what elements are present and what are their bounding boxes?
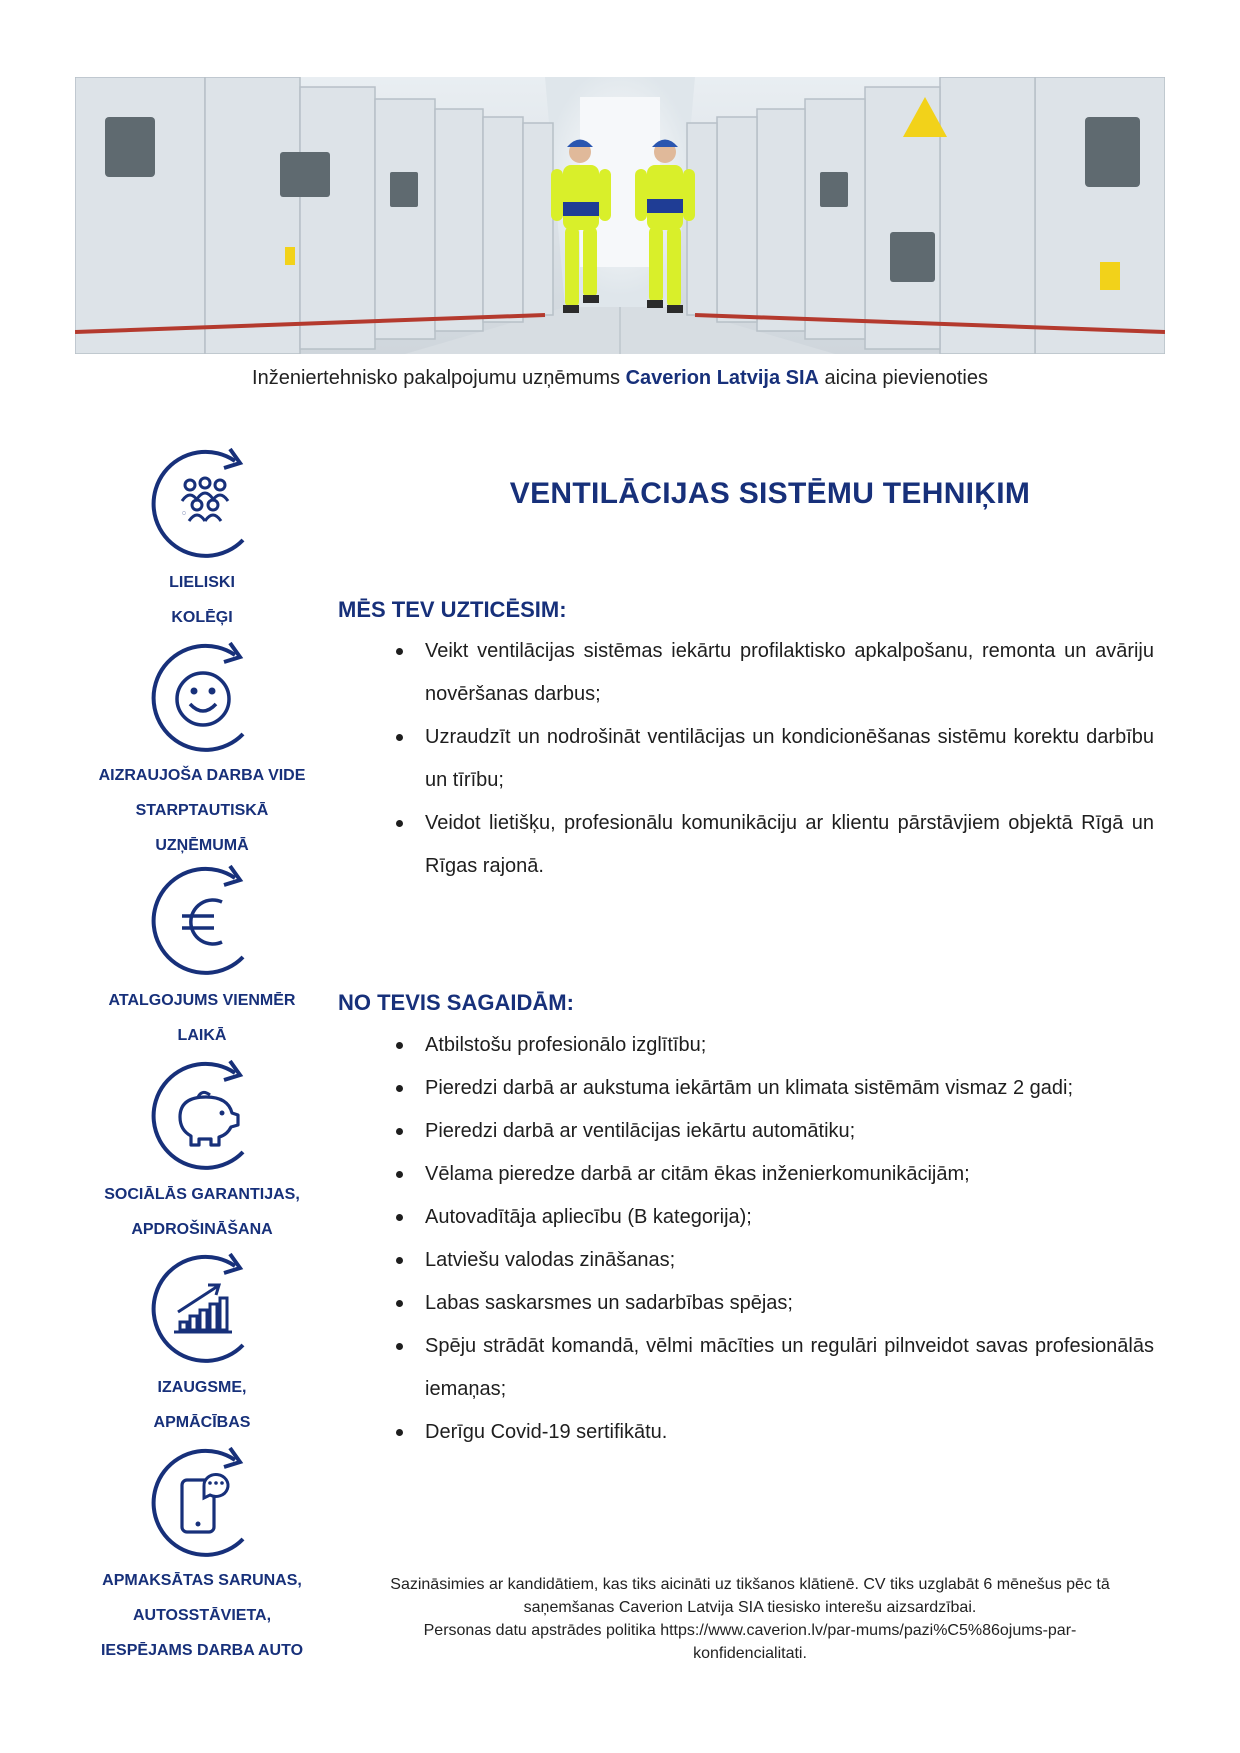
- benefit-label-colleagues: [80, 565, 324, 635]
- list-item: Autovadītāja apliecību (B kategorija);: [390, 1196, 1154, 1239]
- benefit-line: KOLĒĢI: [171, 609, 233, 626]
- benefit-line: SOCIĀLĀS GARANTIJAS,: [104, 1186, 300, 1203]
- benefit-label-work-environment: [80, 758, 324, 863]
- footer-note: [340, 1573, 1160, 1665]
- footer-line: saņemšanas Caverion Latvija SIA tiesisko interešu aizsardzībai.: [523, 1599, 977, 1616]
- benefit-line: AUTOSSTĀVIETA,: [132, 1607, 272, 1624]
- euro-icon: [140, 860, 265, 985]
- list-item: Derīgu Covid-19 sertifikātu.: [390, 1411, 1154, 1454]
- list-item: Spēju strādāt komandā, vēlmi mācīties un regulāri pilnveidot savas profesionālās iemaņas;: [390, 1325, 1154, 1411]
- footer-line: Sazināsimies ar kandidātiem, kas tiks aicināti uz tikšanos klātienē. CV tiks uzglabāt 6 mēnešus pēc tā: [390, 1576, 1110, 1593]
- list-item: Veikt ventilācijas sistēmas iekārtu profilaktisko apkalpošanu, remonta un avāriju novēršanas darbus;: [390, 630, 1154, 716]
- benefit-line: STARPTAUTISKĀ: [135, 802, 269, 819]
- piggy-bank-icon: [140, 1055, 265, 1180]
- smiley-icon: [140, 637, 265, 762]
- benefit-line: IZAUGSME,: [157, 1379, 247, 1396]
- benefit-line: ATALGOJUMS VIENMĒR: [108, 992, 296, 1009]
- list-item: Pieredzi darbā ar ventilācijas iekārtu automātiku;: [390, 1110, 1154, 1153]
- benefit-line: IESPĒJAMS DARBA AUTO: [100, 1642, 304, 1659]
- benefit-line: LIELISKI: [169, 574, 235, 591]
- list-item: Veidot lietišķu, profesionālu komunikāciju ar klientu pārstāvjiem objektā Rīgā un Rīgas rajonā.: [390, 802, 1154, 888]
- growth-chart-icon: [140, 1248, 265, 1373]
- benefit-line: AIZRAUJOŠA DARBA VIDE: [98, 767, 306, 784]
- footer-line: konfidencialitati.: [693, 1645, 807, 1662]
- benefit-label-salary: [80, 983, 324, 1053]
- list-item: Pieredzi darbā ar aukstuma iekārtām un klimata sistēmām vismaz 2 gadi;: [390, 1067, 1154, 1110]
- requirements-heading: NO TEVIS SAGAIDĀM:: [338, 990, 574, 1015]
- benefit-line: APDROŠINĀŠANA: [131, 1221, 273, 1238]
- hero-image: [75, 77, 1165, 354]
- hero-illustration: [75, 77, 1165, 354]
- intro-text-before: Inženiertehnisko pakalpojumu uzņēmums: [252, 367, 626, 389]
- benefit-label-social-guarantees: [80, 1177, 324, 1247]
- duties-list: [390, 630, 1154, 888]
- benefit-line: APMĀCĪBAS: [153, 1414, 251, 1431]
- intro-line: [0, 367, 1240, 390]
- requirements-list: [390, 1024, 1154, 1454]
- job-title: VENTILĀCIJAS SISTĒMU TEHNIĶIM: [509, 477, 1031, 510]
- people-icon: [140, 443, 265, 568]
- benefit-line: UZŅĒMUMĀ: [155, 837, 249, 854]
- list-item: Atbilstošu profesionālo izglītību;: [390, 1024, 1154, 1067]
- benefit-line: LAIKĀ: [177, 1027, 227, 1044]
- intro-text-after: aicina pievienoties: [818, 367, 988, 389]
- list-item: Labas saskarsmes un sadarbības spējas;: [390, 1282, 1154, 1325]
- list-item: Vēlama pieredze darbā ar citām ēkas inženierkomunikācijām;: [390, 1153, 1154, 1196]
- phone-chat-icon: [140, 1442, 265, 1567]
- company-name: Caverion Latvija SIA: [625, 367, 819, 389]
- list-item: Latviešu valodas zināšanas;: [390, 1239, 1154, 1282]
- list-item: Uzraudzīt un nodrošināt ventilācijas un kondicionēšanas sistēmu korektu darbību un tīrību;: [390, 716, 1154, 802]
- duties-heading: MĒS TEV UZTICĒSIM:: [338, 597, 567, 622]
- benefit-label-extras: [80, 1563, 324, 1668]
- benefit-label-growth: [80, 1370, 324, 1440]
- footer-line: Personas datu apstrādes politika https://www.caverion.lv/par-mums/pazi%C5%86ojums-par-: [423, 1622, 1077, 1639]
- benefit-line: APMAKSĀTAS SARUNAS,: [102, 1572, 302, 1589]
